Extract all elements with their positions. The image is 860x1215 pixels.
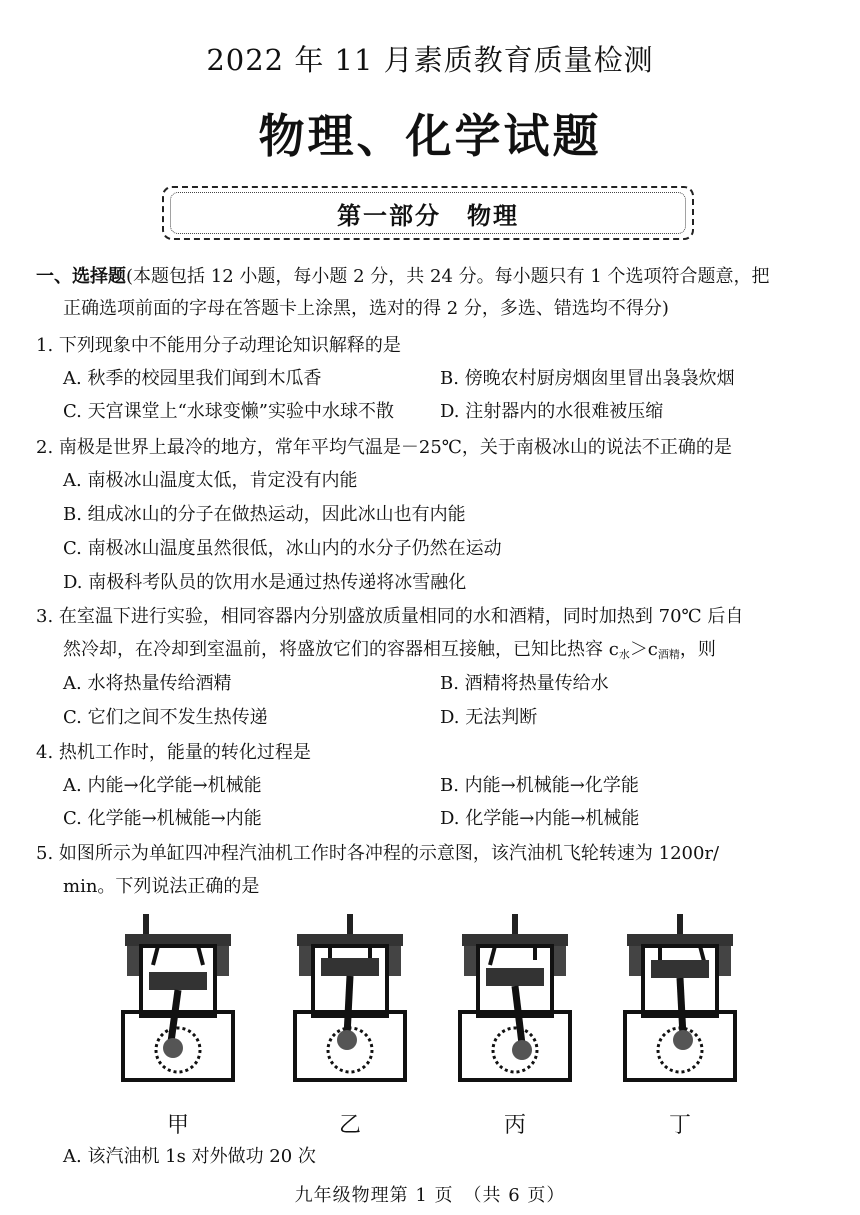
- section-instruction-line1: [36, 268, 770, 286]
- subscript-water: 水: [618, 648, 630, 661]
- question-5-option-a: A. 该汽油机 1s 对外做功 20 次: [63, 1146, 316, 1167]
- engine-label-ding: 丁: [668, 1113, 691, 1138]
- question-1-option-a: A. 秋季的校园里我们闻到木瓜香: [63, 368, 322, 389]
- question-3-stem-line2: [63, 641, 716, 659]
- question-2-stem: 2. 南极是世界上最冷的地方，常年平均气温是－25℃，关于南极冰山的说法不正确的是: [36, 437, 732, 458]
- question-1-option-b: B. 傍晚农村厨房烟囱里冒出袅袅炊烟: [440, 368, 735, 389]
- question-3-stem-line1: 3. 在室温下进行实验，相同容器内分别盛放质量相同的水和酒精，同时加热到 70℃ 后自: [36, 606, 744, 627]
- question-4-option-a: A. 内能→化学能→机械能: [63, 775, 262, 796]
- section-label: 第一部分 物理: [337, 201, 519, 230]
- section-instruction-line2: 正确选项前面的字母在答题卡上涂黑，选对的得 2 分，多选、错选均不得分): [63, 298, 669, 319]
- question-1-option-d: D. 注射器内的水很难被压缩: [440, 401, 664, 422]
- question-2-option-b: B. 组成冰山的分子在做热运动，因此冰山也有内能: [63, 504, 466, 525]
- page-footer: 九年级物理第 1 页 （共 6 页）: [294, 1185, 566, 1206]
- question-4-option-c: C. 化学能→机械能→内能: [63, 808, 262, 829]
- question-3-option-b: B. 酒精将热量传给水: [440, 673, 609, 694]
- exam-title: 物理、化学试题: [258, 109, 602, 163]
- question-1-option-c: C. 天宫课堂上“水球变懒”实验中水球不散: [63, 401, 394, 422]
- engine-diagram-ding: [615, 910, 745, 1100]
- engine-diagram-bing: [450, 910, 580, 1100]
- question-4-option-d: D. 化学能→内能→机械能: [440, 808, 640, 829]
- question-4-stem: 4. 热机工作时，能量的转化过程是: [36, 742, 311, 763]
- section-heading: 一、选择题: [36, 266, 126, 287]
- question-2-option-d: D. 南极科考队员的饮用水是通过热传递将冰雪融化: [63, 572, 467, 593]
- engine-label-bing: 丙: [503, 1113, 526, 1138]
- question-3-option-a: A. 水将热量传给酒精: [63, 673, 232, 694]
- exam-name: 2022 年 11 月素质教育质量检测: [206, 43, 654, 77]
- engine-stroke-figure: [95, 910, 775, 1138]
- engine-diagram-jia: [113, 910, 243, 1100]
- question-3-stem-text: 然冷却，在冷却到室温前，将盛放它们的容器相互接触，已知比热容 c: [63, 639, 619, 660]
- question-3-stem-end: ，则: [679, 639, 716, 660]
- engine-label-jia: 甲: [166, 1113, 189, 1138]
- question-3-option-c: C. 它们之间不发生热传递: [63, 707, 268, 728]
- question-2-option-a: A. 南极冰山温度太低，肯定没有内能: [63, 470, 358, 491]
- question-5-stem-line2: min。下列说法正确的是: [63, 876, 260, 897]
- question-3-stem-compare: ＞c: [629, 639, 658, 660]
- question-1-stem: 1. 下列现象中不能用分子动理论知识解释的是: [36, 335, 401, 356]
- engine-diagram-yi: [285, 910, 415, 1100]
- question-2-option-c: C. 南极冰山温度虽然很低，冰山内的水分子仍然在运动: [63, 538, 502, 559]
- question-5-stem-line1: 5. 如图所示为单缸四冲程汽油机工作时各冲程的示意图，该汽油机飞轮转速为 1200r/: [36, 843, 720, 864]
- instruction-text-1: (本题包括 12 小题，每小题 2 分，共 24 分。每小题只有 1 个选项符合题意，把: [126, 266, 770, 287]
- question-3-option-d: D. 无法判断: [440, 707, 538, 728]
- section-banner: [162, 186, 694, 240]
- subscript-alcohol: 酒精: [657, 648, 680, 661]
- engine-label-yi: 乙: [338, 1113, 361, 1138]
- question-4-option-b: B. 内能→机械能→化学能: [440, 775, 639, 796]
